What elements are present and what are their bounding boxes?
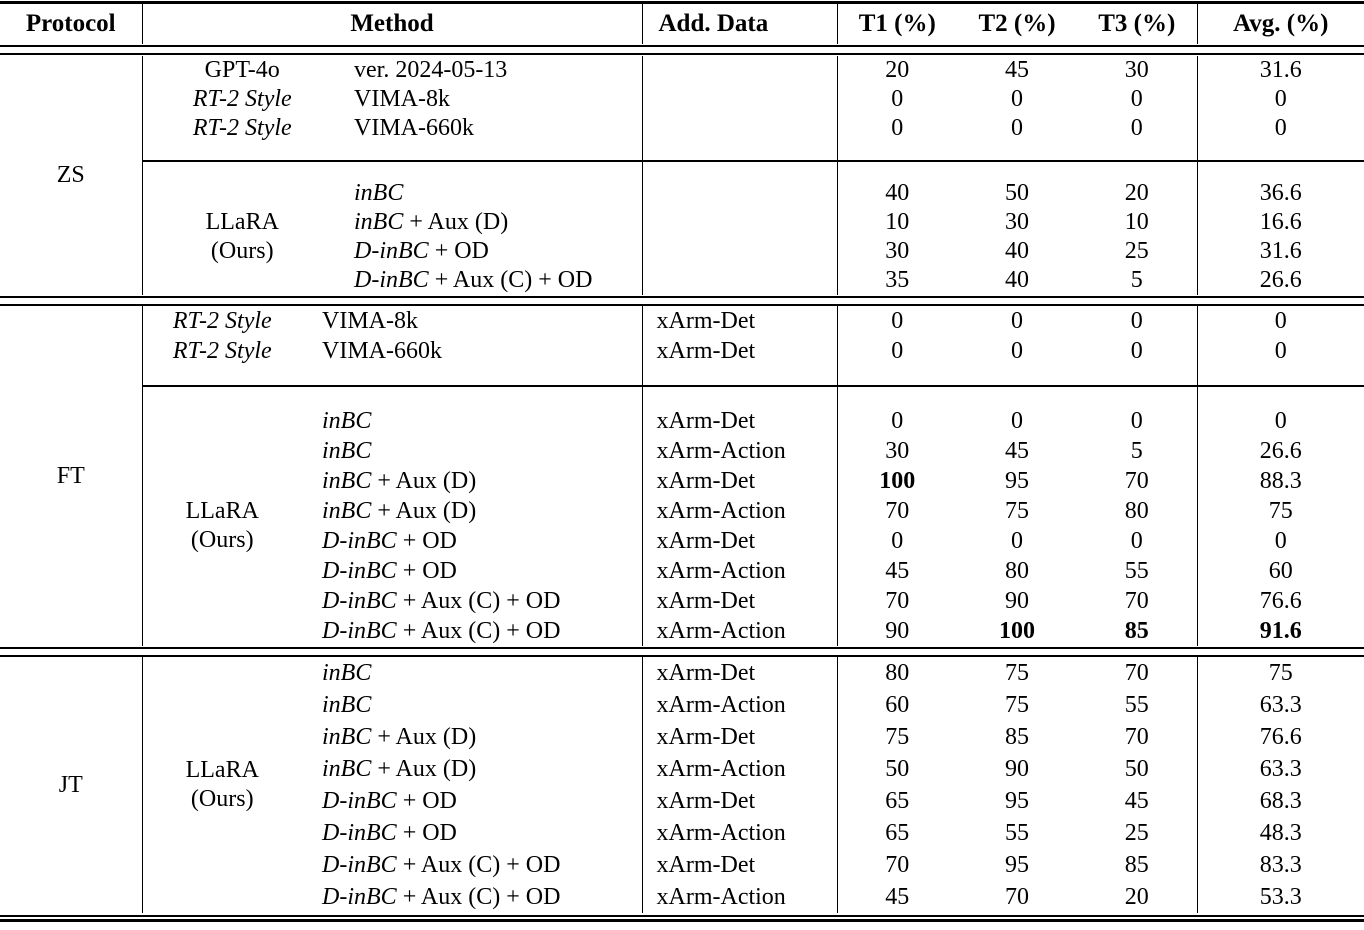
group-divider-segment (142, 143, 642, 179)
avg-cell: 48.3 (1197, 817, 1364, 849)
t3-cell: 45 (1124, 787, 1149, 814)
mathcal-D: D (322, 883, 340, 910)
table-row (0, 114, 1364, 143)
t2-cell: 40 (1005, 238, 1029, 264)
protocol-cell: ZS (56, 162, 85, 188)
group-divider-rule (643, 160, 837, 162)
t1-cell: 80 (837, 657, 957, 689)
t2-cell: 0 (1011, 115, 1023, 141)
group-divider-rule (838, 160, 1197, 162)
t3-cell: 70 (1124, 467, 1149, 494)
avg-cell: 0 (1197, 336, 1364, 366)
method-group-cell: RT-2 Style (142, 85, 302, 114)
t2-cell: 45 (1005, 57, 1029, 83)
mathcal-D: D (322, 557, 340, 584)
group-divider-rule (838, 385, 1197, 387)
avg-cell: 63.3 (1197, 753, 1364, 785)
section-divider-row (0, 646, 1364, 657)
method-spec-cell: inBC (322, 691, 372, 718)
t1-cell: 0 (837, 336, 957, 366)
section-double-rule (0, 646, 1364, 657)
table-row (0, 85, 1364, 114)
add-data-cell: xArm-Det (642, 721, 837, 753)
avg-cell: 31.6 (1197, 56, 1364, 85)
group-divider-rule (1198, 385, 1364, 387)
t1-cell: 30 (837, 237, 957, 266)
method-spec-cell: inBC (322, 437, 372, 464)
t2-cell: 0 (1011, 337, 1023, 364)
t1-cell: 75 (837, 721, 957, 753)
avg-cell: 63.3 (1197, 689, 1364, 721)
method-spec-cell: inBC + Aux (D) (322, 467, 477, 494)
add-data-cell: xArm-Action (642, 753, 837, 785)
add-data-cell: xArm-Action (642, 556, 837, 586)
t2-cell: 50 (1005, 180, 1029, 206)
t3-cell: 70 (1124, 587, 1149, 614)
group-divider-segment (837, 143, 1197, 179)
t3-cell: 30 (1124, 57, 1149, 83)
group-divider-row (0, 366, 1364, 406)
add-data-cell: xArm-Det (642, 586, 837, 616)
add-data-cell: xArm-Det (642, 336, 837, 366)
method-spec-cell: inBC (322, 407, 372, 434)
table-row (0, 657, 1364, 689)
method-spec-cell: ver. 2024-05-13 (354, 57, 508, 83)
t1-cell: 100 (837, 466, 957, 496)
avg-cell: 53.3 (1197, 881, 1364, 913)
group-divider-rule (143, 385, 642, 387)
add-data-cell (642, 56, 837, 85)
add-data-cell (642, 237, 837, 266)
t3-cell: 0 (1130, 115, 1143, 141)
method-spec-cell: inBC + Aux (D) (322, 755, 477, 782)
avg-cell: 68.3 (1197, 785, 1364, 817)
method-group-cell (142, 406, 302, 646)
t2-cell: 45 (1005, 437, 1029, 464)
t1-cell: 30 (837, 436, 957, 466)
method-spec-cell: D-inBC + Aux (C) + OD (322, 587, 561, 614)
t3-cell: 55 (1124, 691, 1149, 718)
t3-cell: 55 (1124, 557, 1149, 584)
add-data-cell (642, 114, 837, 143)
method-group-label-line: LLaRA (185, 757, 259, 783)
table-row (0, 306, 1364, 336)
avg-cell: 60 (1197, 556, 1364, 586)
avg-cell: 0 (1197, 85, 1364, 114)
t1-cell: 90 (837, 616, 957, 646)
t2-cell: 0 (1011, 407, 1023, 434)
section-divider-row (0, 295, 1364, 306)
add-data-cell (642, 85, 837, 114)
mathcal-D: D (354, 267, 372, 293)
avg-cell: 26.6 (1197, 266, 1364, 295)
add-data-cell: xArm-Action (642, 616, 837, 646)
protocol-cell: JT (58, 771, 83, 798)
method-group-label-line: (Ours) (210, 238, 274, 264)
add-data-cell: xArm-Det (642, 466, 837, 496)
avg-cell: 16.6 (1197, 208, 1364, 237)
avg-cell: 0 (1197, 306, 1364, 336)
group-divider-rule (643, 385, 837, 387)
t3-cell: 80 (1124, 497, 1149, 524)
t2-cell: 0 (1011, 86, 1023, 112)
section-double-rule (0, 295, 1364, 306)
add-data-cell: xArm-Det (642, 657, 837, 689)
method-spec-cell: D-inBC + Aux (C) + OD (322, 617, 561, 644)
t2-cell: 40 (1005, 267, 1029, 293)
t2-cell: 90 (1005, 755, 1029, 782)
avg-cell: 0 (1197, 406, 1364, 436)
t2-cell: 70 (1005, 883, 1029, 910)
t3-cell: 70 (1124, 659, 1149, 686)
t3-cell: 0 (1130, 337, 1143, 364)
t1-cell: 0 (837, 526, 957, 556)
t3-header: T3 (%) (1098, 10, 1176, 37)
header-double-rule (0, 44, 1364, 56)
method-group-label-line: (Ours) (190, 786, 254, 812)
t2-cell: 95 (1005, 787, 1029, 814)
group-divider-segment (1197, 366, 1364, 406)
protocol-header: Protocol (25, 10, 116, 37)
t3-cell: 25 (1124, 819, 1149, 846)
avg-cell: 26.6 (1197, 436, 1364, 466)
method-spec-cell: VIMA-8k (354, 86, 450, 112)
t2-cell: 55 (1005, 819, 1029, 846)
method-spec-cell: D-inBC + OD (354, 238, 489, 264)
method-spec-cell: D-inBC + OD (322, 557, 457, 584)
bottom-rule (0, 913, 1364, 923)
method-spec-cell: D-inBC + OD (322, 787, 457, 814)
method-group-cell: RT-2 Style (142, 114, 302, 143)
group-divider-segment (642, 366, 837, 406)
mathcal-D: D (354, 238, 372, 264)
t2-cell: 0 (1011, 307, 1023, 334)
t1-cell: 0 (837, 85, 957, 114)
method-spec-cell: inBC + Aux (D) (322, 497, 477, 524)
group-divider-segment (837, 366, 1197, 406)
method-spec-cell: VIMA-660k (322, 337, 442, 364)
group-divider-segment (142, 366, 642, 406)
add-data-cell: xArm-Action (642, 881, 837, 913)
table-row (0, 56, 1364, 85)
method-header: Method (142, 4, 642, 44)
protocol-cell: FT (56, 462, 85, 489)
method-spec-cell: inBC (322, 659, 372, 686)
t1-cell: 0 (837, 406, 957, 436)
mathcal-D: D (322, 819, 340, 846)
t3-cell: 25 (1124, 238, 1149, 264)
t1-cell: 40 (837, 179, 957, 208)
t2-cell: 90 (1005, 587, 1029, 614)
t1-cell: 65 (837, 785, 957, 817)
t3-cell: 0 (1130, 86, 1143, 112)
avg-cell: 31.6 (1197, 237, 1364, 266)
avg-cell: 76.6 (1197, 586, 1364, 616)
avg-cell: 83.3 (1197, 849, 1364, 881)
add-data-cell: xArm-Action (642, 436, 837, 466)
add-data-header: Add. Data (642, 4, 837, 44)
method-spec-cell: D-inBC + Aux (C) + OD (322, 883, 561, 910)
method-spec-cell: D-inBC + Aux (C) + OD (322, 851, 561, 878)
mathcal-D: D (322, 851, 340, 878)
t2-cell: 0 (1011, 527, 1023, 554)
method-group-label-line: LLaRA (205, 209, 279, 235)
avg-cell: 75 (1197, 657, 1364, 689)
method-spec-cell: inBC + Aux (D) (354, 209, 509, 235)
t3-cell: 85 (1124, 851, 1149, 878)
t3-cell: 0 (1130, 527, 1143, 554)
t1-cell: 60 (837, 689, 957, 721)
avg-cell: 36.6 (1197, 179, 1364, 208)
t1-cell: 0 (837, 114, 957, 143)
table-row (0, 336, 1364, 366)
t1-cell: 0 (837, 306, 957, 336)
t1-cell: 10 (837, 208, 957, 237)
t2-cell: 95 (1005, 851, 1029, 878)
t2-cell: 95 (1005, 467, 1029, 494)
method-spec-cell: VIMA-660k (354, 115, 474, 141)
avg-cell: 76.6 (1197, 721, 1364, 753)
avg-cell: 75 (1197, 496, 1364, 526)
avg-cell: 0 (1197, 114, 1364, 143)
method-group-cell: RT-2 Style (142, 336, 302, 366)
add-data-cell: xArm-Action (642, 817, 837, 849)
method-group-cell (142, 657, 302, 913)
add-data-cell: xArm-Det (642, 526, 837, 556)
method-spec-cell: inBC + Aux (D) (322, 723, 477, 750)
mathcal-D: D (322, 617, 340, 644)
method-group-cell: RT-2 Style (142, 306, 302, 336)
mathcal-D: D (322, 587, 340, 614)
method-group-label-line: LLaRA (185, 498, 259, 524)
t2-cell: 80 (1005, 557, 1029, 584)
avg-cell: 91.6 (1197, 616, 1364, 646)
avg-cell: 0 (1197, 526, 1364, 556)
bottom-rule-row (0, 913, 1364, 923)
t2-cell: 30 (1005, 209, 1029, 235)
add-data-cell (642, 179, 837, 208)
t1-cell: 70 (837, 586, 957, 616)
t2-header: T2 (%) (978, 10, 1056, 37)
method-spec-cell: VIMA-8k (322, 307, 418, 334)
avg-cell: 88.3 (1197, 466, 1364, 496)
t3-cell: 0 (1130, 307, 1143, 334)
t2-cell: 85 (1005, 723, 1029, 750)
add-data-cell: xArm-Det (642, 785, 837, 817)
t2-cell: 75 (1005, 659, 1029, 686)
t3-cell: 10 (1124, 209, 1149, 235)
method-group-cell (142, 179, 302, 295)
t1-cell: 45 (837, 556, 957, 586)
t1-cell: 70 (837, 849, 957, 881)
method-spec-cell: D-inBC + OD (322, 527, 457, 554)
group-divider-rule (1198, 160, 1364, 162)
method-spec-cell: inBC (354, 180, 404, 206)
method-group-label-line: (Ours) (190, 527, 254, 553)
t3-cell: 0 (1130, 407, 1143, 434)
t1-cell: 70 (837, 496, 957, 526)
t1-cell: 20 (837, 56, 957, 85)
t2-cell: 75 (1005, 497, 1029, 524)
t3-cell: 85 (1124, 617, 1149, 644)
table-row (0, 406, 1364, 436)
header-rule-row (0, 44, 1364, 56)
t3-cell: 20 (1124, 180, 1149, 206)
group-divider-segment (1197, 143, 1364, 179)
t2-cell: 100 (999, 617, 1035, 644)
t3-cell: 20 (1124, 883, 1149, 910)
group-divider-rule (143, 160, 642, 162)
group-divider-row (0, 143, 1364, 179)
add-data-cell: xArm-Det (642, 306, 837, 336)
add-data-cell: xArm-Action (642, 496, 837, 526)
header-row (0, 4, 1364, 44)
t3-cell: 5 (1130, 267, 1143, 293)
table-row (0, 179, 1364, 208)
t3-cell: 5 (1130, 437, 1143, 464)
t1-cell: 35 (837, 266, 957, 295)
add-data-cell: xArm-Det (642, 406, 837, 436)
add-data-cell (642, 266, 837, 295)
t3-cell: 50 (1124, 755, 1149, 782)
t1-cell: 50 (837, 753, 957, 785)
group-divider-segment (642, 143, 837, 179)
add-data-cell (642, 208, 837, 237)
add-data-cell: xArm-Det (642, 849, 837, 881)
t3-cell: 70 (1124, 723, 1149, 750)
avg-header: Avg. (%) (1197, 4, 1364, 44)
mathcal-D: D (322, 527, 340, 554)
method-group-cell: GPT-4o (142, 56, 302, 85)
method-spec-cell: D-inBC + OD (322, 819, 457, 846)
t1-cell: 65 (837, 817, 957, 849)
t2-cell: 75 (1005, 691, 1029, 718)
t1-cell: 45 (837, 881, 957, 913)
t1-header: T1 (%) (837, 4, 957, 44)
mathcal-D: D (322, 787, 340, 814)
add-data-cell: xArm-Action (642, 689, 837, 721)
method-spec-cell: D-inBC + Aux (C) + OD (354, 267, 593, 293)
